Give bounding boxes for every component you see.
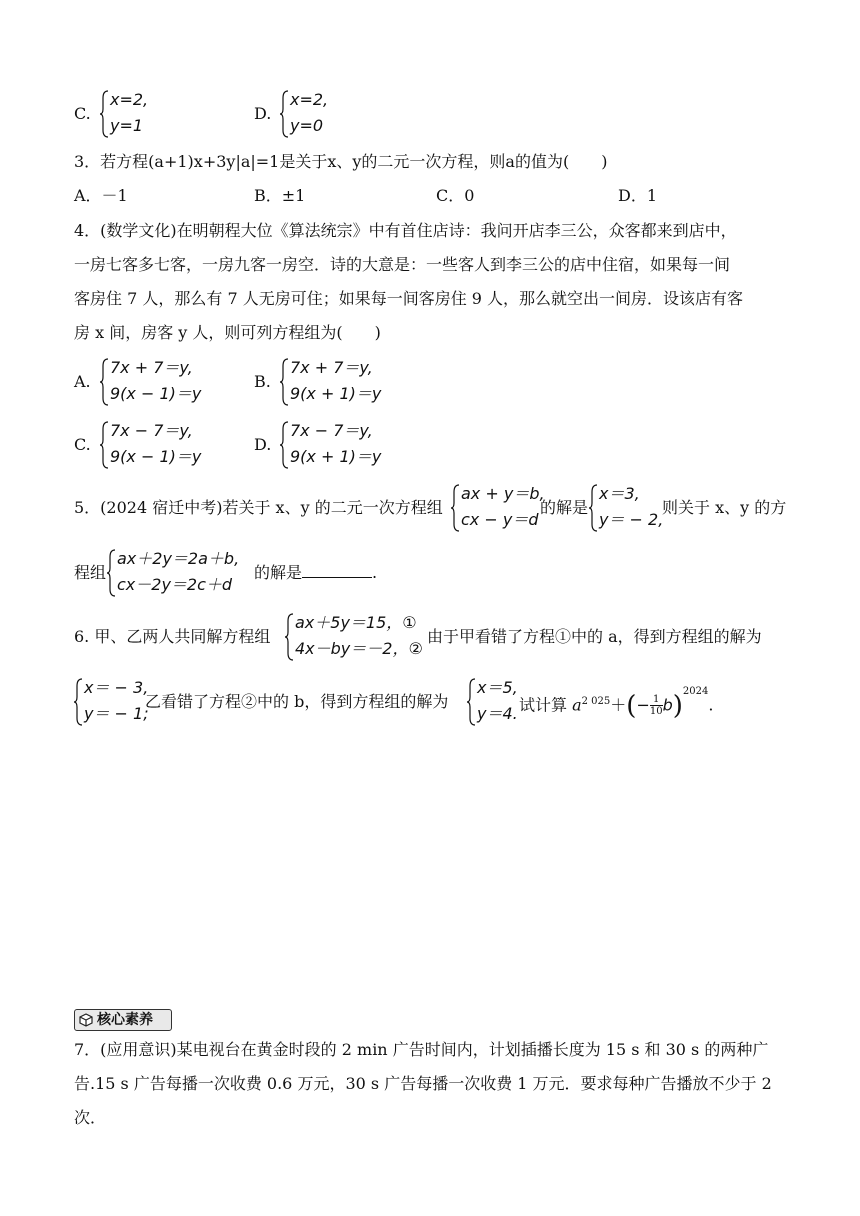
q5-system-2 [589,484,664,532]
q6-prefix: 6. 甲、乙两人共同解方程组 [74,627,271,646]
q6-sys3-eq2: y＝4. [477,704,518,723]
q7-line-1: 7．(应用意识)某电视台在黄金时段的 2 min 广告时间内，计划插播长度为 15 s 和 30 s 的两种广 [74,1040,769,1059]
q5-line2-prefix: 程组 [74,563,107,582]
q4-option-a-system [100,358,230,406]
q4-option-a-label: A. [74,372,91,391]
q4-option-b-label: B. [254,372,271,391]
left-brace-icon [280,90,289,138]
q4-option-d-label: D. [254,435,272,454]
q7-line-3: 次． [74,1108,107,1127]
q3-option-b: B．±1 [254,186,306,205]
q6-sys3-eq1: x＝5, [477,678,518,697]
q6-plus: ＋ [610,695,627,715]
left-brace-icon [100,358,109,406]
q6-fraction: $\frac{1}{10}$ [649,694,663,718]
q2-option-d-system [280,90,350,138]
q5-sys3-eq1: ax＋2y＝2a＋b, [117,549,240,568]
q4-c-eq1: 7x − 7＝y, [110,421,193,440]
q6-sys1-eq2: 4x－by＝－2，② [295,639,423,658]
q2-d-eq2: y=0 [290,116,324,135]
badge-label: 核心素养 [97,1012,153,1028]
left-brace-icon [100,90,109,138]
q6-system-3 [467,678,522,726]
left-brace-icon [451,484,460,532]
q5-system-1 [451,484,545,532]
q6-sys1-eq1: ax＋5y＝15，① [295,613,417,632]
q6-system-1 [285,613,425,661]
q6-exponent-1: 2 025 [581,696,611,707]
q6-end: . [708,695,714,715]
left-brace-icon [280,421,289,469]
q6-calc-prefix: 试计算 [519,695,568,715]
q6-suffix: 由于甲看错了方程①中的 a，得到方程组的解为 [427,627,762,646]
core-literacy-badge [74,1009,172,1031]
q3-question: 3．若方程(a+1)x+3y|a|=1是关于x、y的二元一次方程，则a的值为( ) [74,152,608,171]
left-brace-icon [589,484,598,532]
q4-c-eq2: 9(x − 1)＝y [110,447,202,466]
q5-answer-prompt: 的解是 [254,563,303,582]
q5-suffix: 则关于 x、y 的方 [662,498,787,517]
left-brace-icon [285,613,294,661]
q5-mid: 的解是 [540,498,589,517]
left-brace-icon [100,421,109,469]
q4-option-c-system [100,421,230,469]
cube-icon [79,1013,93,1027]
left-brace-icon [467,678,476,726]
q5-prefix: 5．(2024 宿迁中考)若关于 x、y 的二元一次方程组 [74,498,443,517]
q4-option-c-label: C. [74,435,91,454]
q4-d-eq2: 9(x + 1)＝y [290,447,382,466]
q4-line-3: 客房住 7 人，那么有 7 人无房可住；如果每一间客房住 9 人，那么就空出一间房．设该店有客 [74,289,744,308]
q4-line-2: 一房七客多七客，一房九客一房空．诗的大意是：一些客人到李三公的店中住宿，如果每一间 [74,255,731,274]
q5-sys2-eq2: y＝ − 2, [599,510,664,529]
q5-line2-suffix [254,563,377,583]
q4-line-4: 房 x 间，房客 y 人，则可列方程组为( ) [74,323,381,342]
q5-answer-blank[interactable] [302,563,372,578]
q4-d-eq1: 7x − 7＝y, [290,421,373,440]
q2-c-eq2: y=1 [110,116,144,135]
q2-option-c-label: C. [74,104,91,123]
q5-sys3-eq2: cx－2y＝2c＋d [117,575,233,594]
q4-b-eq2: 9(x + 1)＝y [290,384,382,403]
q6-sys2-eq1: x＝ − 3, [84,678,149,697]
q4-b-eq1: 7x + 7＝y, [290,358,373,377]
q3-option-d: D．1 [618,186,658,205]
q5-sys1-eq2: cx − y＝d [461,510,539,529]
q3-option-c: C．0 [436,186,475,205]
q3-option-a: A．－1 [74,186,128,205]
q5-sys2-eq1: x＝3, [599,484,640,503]
q7-line-2: 告.15 s 广告每播一次收费 0.6 万元，30 s 广告每播一次收费 1 万元．要求每种广告播放不少于 2 [74,1074,772,1093]
left-brace-icon [280,358,289,406]
q6-calc: 试计算 $a^{2 025}+(-$ $\frac{1}{10}b)^{2024}$. [519,686,714,721]
q4-line-1: 4．(数学文化)在明朝程大位《算法统宗》中有首住店诗：我问开店李三公，众客都来到店中， [74,221,737,240]
q4-option-b-system [280,358,410,406]
q6-sys2-eq2: y＝ − 1; [84,704,149,723]
left-brace-icon [74,678,83,726]
q6-system-2 [74,678,149,726]
q4-option-d-system [280,421,410,469]
q2-c-eq1: x=2, [110,90,149,109]
q4-a-eq2: 9(x − 1)＝y [110,384,202,403]
q2-d-eq1: x=2, [290,90,329,109]
left-brace-icon [107,549,116,597]
q5-sys1-eq1: ax + y＝b, [461,484,545,503]
q6-exponent-2: 2024 [682,686,709,697]
q4-a-eq1: 7x + 7＝y, [110,358,193,377]
q5-end: . [372,563,378,582]
q2-option-c-system [100,90,170,138]
q6-mid: 乙看错了方程②中的 b，得到方程组的解为 [145,692,449,711]
q5-system-3 [107,549,247,597]
q2-option-d-label: D. [254,104,272,123]
